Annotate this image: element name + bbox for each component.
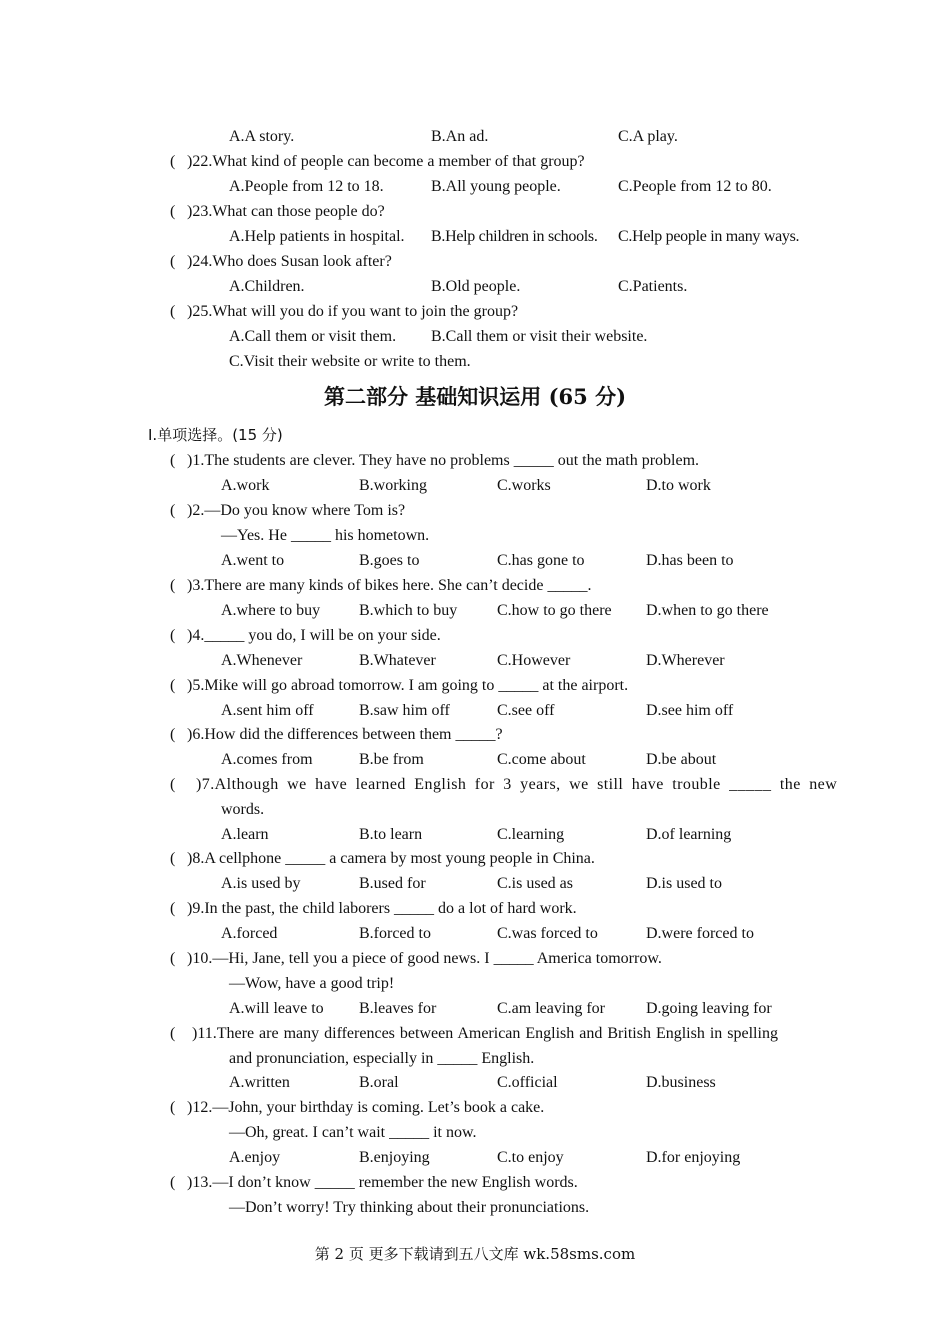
option-c: C.has gone to: [497, 552, 585, 569]
option-c: C.works: [497, 477, 551, 494]
option-a: A.A story.: [229, 128, 295, 145]
answer-bracket: (: [170, 627, 176, 644]
page-footer: 第 2 页 更多下载请到五八文库 wk.58sms.com: [314, 1245, 636, 1263]
option-c: C.learning: [497, 826, 565, 843]
option-c: C.see off: [497, 702, 555, 719]
question-text: )5.Mike will go abroad tomorrow. I am going to _____ at the airport.: [187, 677, 629, 694]
question-text-2: words.: [221, 801, 265, 818]
q25-options: [0, 324, 950, 349]
question-11-cont: [0, 1046, 950, 1071]
option-d: D.of learning: [646, 826, 732, 843]
option-d: D.were forced to: [646, 925, 754, 942]
option-a: A.Whenever: [221, 652, 303, 669]
question-12: [0, 1095, 950, 1120]
option-a: A.People from 12 to 18.: [229, 178, 384, 195]
subheading: Ⅰ.单项选择。(15 分): [148, 426, 283, 444]
question-12-reply: [0, 1120, 950, 1145]
option-a: A.comes from: [221, 751, 313, 768]
question-9: [0, 896, 950, 921]
question-2-reply: [0, 523, 950, 548]
question-10: [0, 946, 950, 971]
option-c: C.to enjoy: [497, 1149, 564, 1166]
question-text-2: —Oh, great. I can’t wait _____ it now.: [229, 1124, 477, 1141]
option-c: C.People from 12 to 80.: [618, 178, 772, 195]
question-text-2: —Don’t worry! Try thinking about their pronunciations.: [229, 1199, 590, 1216]
q3-options: [0, 598, 950, 623]
option-b: B.goes to: [359, 552, 420, 569]
option-a: A.went to: [221, 552, 285, 569]
answer-bracket: (: [170, 577, 176, 594]
question-23: [0, 199, 950, 224]
answer-bracket: (: [170, 776, 176, 793]
answer-bracket: (: [170, 950, 176, 967]
q24-options: [0, 274, 950, 299]
question-text: )8.A cellphone _____ a camera by most young people in China.: [187, 850, 595, 867]
question-text: )3.There are many kinds of bikes here. She can’t decide _____.: [187, 577, 592, 594]
question-text: )6.How did the differences between them _____?: [187, 726, 503, 743]
question-text: )23.What can those people do?: [187, 203, 385, 220]
option-b: B.be from: [359, 751, 424, 768]
option-a: A.forced: [221, 925, 278, 942]
q7-options: [0, 822, 950, 847]
option-a: A.will leave to: [229, 1000, 324, 1017]
question-text: )1.The students are clever. They have no problems _____ out the math problem.: [187, 452, 700, 469]
option-b: B.working: [359, 477, 427, 494]
q6-options: [0, 747, 950, 772]
option-a: A.Children.: [229, 278, 305, 295]
option-c: C.is used as: [497, 875, 573, 892]
option-a: A.sent him off: [221, 702, 314, 719]
question-text: )4._____ you do, I will be on your side.: [187, 627, 441, 644]
question-text: )10.—Hi, Jane, tell you a piece of good news. I _____ America tomorrow.: [187, 950, 662, 967]
option-b: B.to learn: [359, 826, 423, 843]
question-13-reply: [0, 1195, 950, 1220]
question-text: )7.Although we have learned English for 3 years, we still have trouble _____ the new: [196, 776, 838, 793]
question-text: )2.—Do you know where Tom is?: [187, 502, 406, 519]
option-a: A.written: [229, 1074, 290, 1091]
option-d: D.be about: [646, 751, 717, 768]
option-c: C.how to go there: [497, 602, 612, 619]
question-text: )11.There are many differences between American English and British English in spelling: [192, 1025, 778, 1042]
question-text: )13.—I don’t know _____ remember the new English words.: [187, 1174, 578, 1191]
option-b: B.Whatever: [359, 652, 436, 669]
option-c: C.Patients.: [618, 278, 688, 295]
option-a: A.enjoy: [229, 1149, 281, 1166]
question-text-2: —Wow, have a good trip!: [229, 975, 395, 992]
answer-bracket: (: [170, 900, 176, 917]
q11-options: [0, 1070, 950, 1095]
q21-options: [0, 124, 950, 149]
option-c: C.was forced to: [497, 925, 598, 942]
question-10-reply: [0, 971, 950, 996]
question-11: [0, 1021, 950, 1046]
answer-bracket: (: [170, 1174, 176, 1191]
option-a: A.Help patients in hospital.: [229, 228, 405, 245]
answer-bracket: (: [170, 153, 176, 170]
question-text-2: —Yes. He _____ his hometown.: [221, 527, 430, 544]
option-d: D.is used to: [646, 875, 722, 892]
question-6: [0, 722, 950, 747]
q2-options: [0, 548, 950, 573]
question-24: [0, 249, 950, 274]
answer-bracket: (: [170, 850, 176, 867]
option-c: C.official: [497, 1074, 558, 1091]
question-3: [0, 573, 950, 598]
answer-bracket: (: [170, 253, 176, 270]
option-b: B.oral: [359, 1074, 399, 1091]
option-b: B.enjoying: [359, 1149, 430, 1166]
question-7-cont: [0, 797, 950, 822]
option-c: C.Visit their website or write to them.: [229, 353, 471, 370]
answer-bracket: (: [170, 502, 176, 519]
option-b: B.used for: [359, 875, 426, 892]
question-7: [0, 772, 950, 797]
q8-options: [0, 871, 950, 896]
question-text: )22.What kind of people can become a member of that group?: [187, 153, 585, 170]
option-d: D.going leaving for: [646, 1000, 772, 1017]
question-text-2: and pronunciation, especially in _____ English.: [229, 1050, 535, 1067]
option-a: A.where to buy: [221, 602, 321, 619]
option-d: D.when to go there: [646, 602, 769, 619]
section-title: 第二部分 基础知识运用 (65 分): [323, 384, 627, 409]
option-b: B.Old people.: [431, 278, 521, 295]
q9-options: [0, 921, 950, 946]
option-b: B.which to buy: [359, 602, 458, 619]
option-c: C.Help people in many ways.: [618, 228, 800, 245]
question-22: [0, 149, 950, 174]
question-8: [0, 846, 950, 871]
option-b: B.saw him off: [359, 702, 450, 719]
question-25: [0, 299, 950, 324]
question-1: [0, 448, 950, 473]
option-d: D.to work: [646, 477, 711, 494]
answer-bracket: (: [170, 1099, 176, 1116]
question-5: [0, 673, 950, 698]
q10-options: [0, 996, 950, 1021]
question-text: )12.—John, your birthday is coming. Let’s book a cake.: [187, 1099, 545, 1116]
option-a: A.work: [221, 477, 270, 494]
option-d: D.business: [646, 1074, 716, 1091]
q1-options: [0, 473, 950, 498]
answer-bracket: (: [170, 452, 176, 469]
option-b: B.Call them or visit their website.: [431, 328, 648, 345]
q12-options: [0, 1145, 950, 1170]
option-b: B.Help children in schools.: [431, 228, 598, 245]
option-d: D.see him off: [646, 702, 734, 719]
answer-bracket: (: [170, 203, 176, 220]
option-c: C.come about: [497, 751, 586, 768]
q22-options: [0, 174, 950, 199]
q4-options: [0, 648, 950, 673]
option-c: C.A play.: [618, 128, 678, 145]
option-b: B.forced to: [359, 925, 431, 942]
option-a: A.is used by: [221, 875, 301, 892]
question-text: )9.In the past, the child laborers _____ do a lot of hard work.: [187, 900, 577, 917]
option-c: C.However: [497, 652, 571, 669]
option-a: A.learn: [221, 826, 269, 843]
q5-options: [0, 698, 950, 723]
option-b: B.All young people.: [431, 178, 561, 195]
answer-bracket: (: [170, 726, 176, 743]
question-4: [0, 623, 950, 648]
option-d: D.for enjoying: [646, 1149, 741, 1166]
question-text: )25.What will you do if you want to join the group?: [187, 303, 519, 320]
q23-options: [0, 224, 950, 249]
option-b: B.An ad.: [431, 128, 489, 145]
answer-bracket: (: [170, 1025, 176, 1042]
question-2: [0, 498, 950, 523]
question-13: [0, 1170, 950, 1195]
answer-bracket: (: [170, 677, 176, 694]
answer-bracket: (: [170, 303, 176, 320]
option-d: D.has been to: [646, 552, 734, 569]
question-text: )24.Who does Susan look after?: [187, 253, 392, 270]
q25-options-2: [0, 349, 950, 374]
option-b: B.leaves for: [359, 1000, 437, 1017]
option-a: A.Call them or visit them.: [229, 328, 397, 345]
option-d: D.Wherever: [646, 652, 725, 669]
option-c: C.am leaving for: [497, 1000, 605, 1017]
